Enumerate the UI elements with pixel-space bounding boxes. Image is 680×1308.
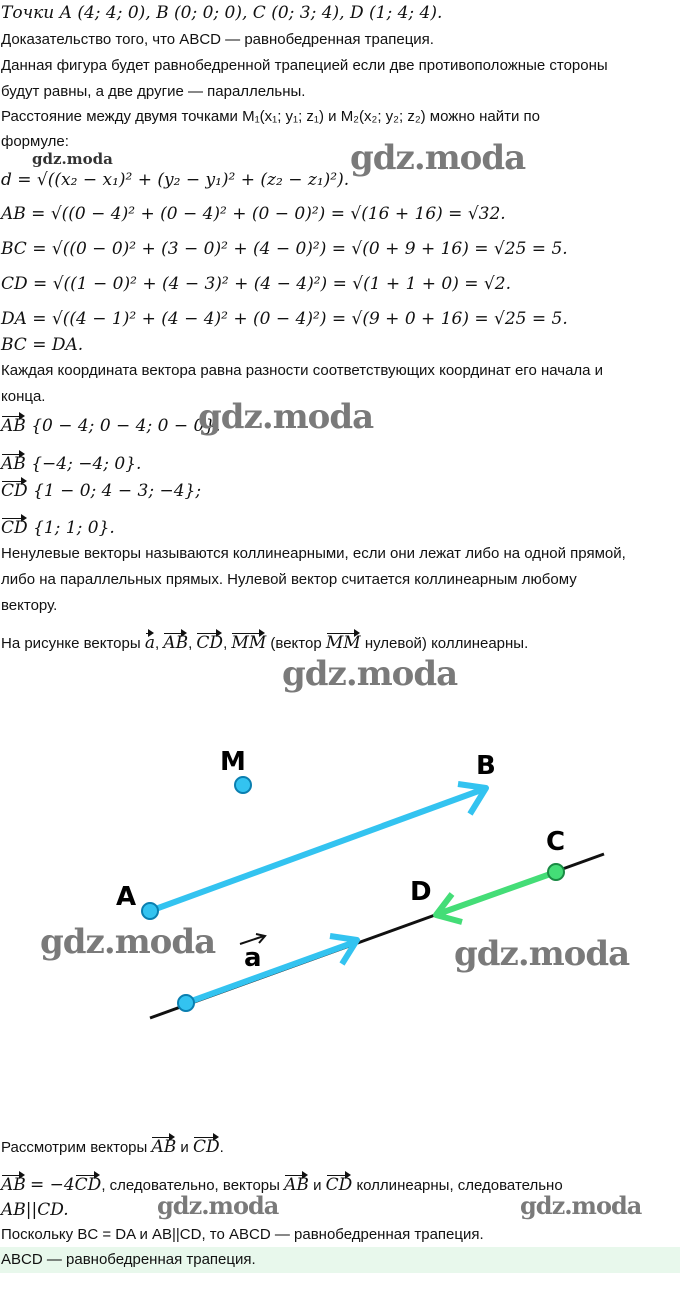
watermark: gdz.moda [282, 654, 458, 694]
vector-ab-expanded-value: {0 − 4; 0 − 4; 0 − 0}. [31, 416, 221, 436]
line-consider-vectors: Рассмотрим векторы AB и CD. [1, 1137, 224, 1157]
figure-vectors-end: нулевой) коллинеарны. [364, 635, 529, 652]
watermark: gdz.moda [198, 397, 374, 437]
ab-equals-text: = −4 [29, 1175, 75, 1195]
vector-a-symbol: a [144, 633, 155, 653]
label-d: D [410, 877, 432, 907]
label-b: B [476, 751, 496, 781]
vector-cd-symbol: CD [74, 1175, 102, 1195]
formula-bc: BC = √((0 − 0)² + (3 − 0)² + (4 − 0)²) = √(0 + 9 + 16) = √25 = 5. [1, 239, 568, 259]
vector-ab-symbol: AB [1, 1175, 26, 1195]
consider-text: Рассмотрим векторы [1, 1139, 148, 1156]
line-collinear-1: Ненулевые векторы называются коллинеарными, если они лежат либо на одной прямой, [1, 545, 626, 562]
label-m: M [220, 747, 246, 777]
line-definition-1: Данная фигура будет равнобедренной трапецией если две противоположные стороны [1, 57, 608, 74]
point-a [142, 903, 158, 919]
vector-mm-symbol: MM [231, 633, 267, 653]
vector-cd-arrow [438, 872, 556, 914]
line-definition-2: будут равны, а две другие — параллельны. [1, 83, 306, 100]
vector-cd-symbol: CD [192, 1137, 220, 1157]
line-proof-title: Доказательство того, что ABCD — равнобедренная трапеция. [1, 31, 434, 48]
vector-cd-symbol: CD [1, 481, 28, 501]
vector-ab-symbol: AB [284, 1175, 309, 1195]
vector-ab-symbol: AB [1, 454, 26, 474]
line-answer: ABCD — равнобедренная трапеция. [1, 1251, 256, 1268]
ab-equals-end: коллинеарны, следовательно [356, 1177, 563, 1194]
figure-vectors-paren: (вектор [270, 635, 322, 652]
point-a-start [178, 995, 194, 1011]
watermark: gdz.moda [520, 1191, 642, 1220]
watermark: gdz.moda [454, 934, 630, 974]
vector-cd-symbol: CD [1, 518, 28, 538]
label-vector-a: a [244, 943, 262, 973]
formula-bc-da: BC = DA. [1, 335, 84, 355]
watermark: gdz.moda [350, 138, 526, 178]
formula-da: DA = √((4 − 1)² + (4 − 4)² + (0 − 4)²) = √(9 + 0 + 16) = √25 = 5. [1, 309, 568, 329]
vector-ab-symbol: AB [1, 416, 26, 436]
line-distance-2: формуле: [1, 133, 69, 150]
vector-ab-arrow [150, 789, 484, 911]
consider-and: и [180, 1139, 189, 1156]
line-vector-coords-1: Каждая координата вектора равна разности соответствующих координат его начала и [1, 362, 604, 379]
ab-equals-followup: , следовательно, векторы [101, 1177, 280, 1194]
formula-ab: AB = √((0 − 4)² + (0 − 4)² + (0 − 0)²) = √(16 + 16) = √32. [1, 204, 506, 224]
line-vector-coords-2: конца. [1, 388, 46, 405]
line-ab-equals [1, 1175, 563, 1195]
vector-cd-expanded-value: {1 − 0; 4 − 3; −4}; [33, 481, 202, 501]
vector-ab-expanded [1, 416, 221, 436]
figure-vectors-text: На рисунке векторы [1, 635, 141, 652]
line-points: Точки A (4; 4; 0), B (0; 0; 0), C (0; 3; 4), D (1; 4; 4). [1, 3, 443, 23]
line-distance-1: Расстояние между двумя точками M₁(x₁; y₁; z₁) и M₂(x₂; y₂; z₂) можно найти по [1, 108, 541, 125]
vector-ab-value [1, 454, 141, 474]
label-a: A [116, 882, 137, 912]
watermark: gdz.moda [157, 1191, 279, 1220]
ab-equals-and: и [313, 1177, 322, 1194]
line-collinear-2: либо на параллельных прямых. Нулевой вектор считается коллинеарным любому [1, 571, 577, 588]
point-c [548, 864, 564, 880]
vector-mm-symbol: MM [325, 633, 361, 653]
vector-cd-symbol: CD [196, 633, 224, 653]
vector-cd-expanded [1, 481, 201, 501]
line-figure-vectors: На рисунке векторы a, AB, CD, MM (вектор MM нулевой) коллинеарны. [1, 633, 529, 653]
formula-cd: CD = √((1 − 0)² + (4 − 3)² + (4 − 4)²) = √(1 + 1 + 0) = √2. [1, 274, 511, 294]
vector-figure [0, 700, 680, 1120]
vector-cd-value-text: {1; 1; 0}. [33, 518, 115, 538]
vector-ab-symbol: AB [151, 1137, 177, 1157]
watermark: gdz.moda [32, 150, 113, 168]
line-since: Поскольку BC = DA и AB||CD, то ABCD — равнобедренная трапеция. [1, 1226, 484, 1243]
vector-cd-value [1, 518, 115, 538]
point-m [235, 777, 251, 793]
vector-ab-value-text: {−4; −4; 0}. [31, 454, 142, 474]
formula-distance: d = √((x₂ − x₁)² + (y₂ − y₁)² + (z₂ − z₁)²). [1, 170, 350, 190]
line-parallel: AB||CD. [1, 1200, 69, 1220]
label-c: C [546, 827, 566, 857]
vector-cd-symbol: CD [325, 1175, 353, 1195]
vector-ab-symbol: AB [163, 633, 189, 653]
watermark: gdz.moda [40, 922, 216, 962]
line-collinear-3: вектору. [1, 597, 58, 614]
